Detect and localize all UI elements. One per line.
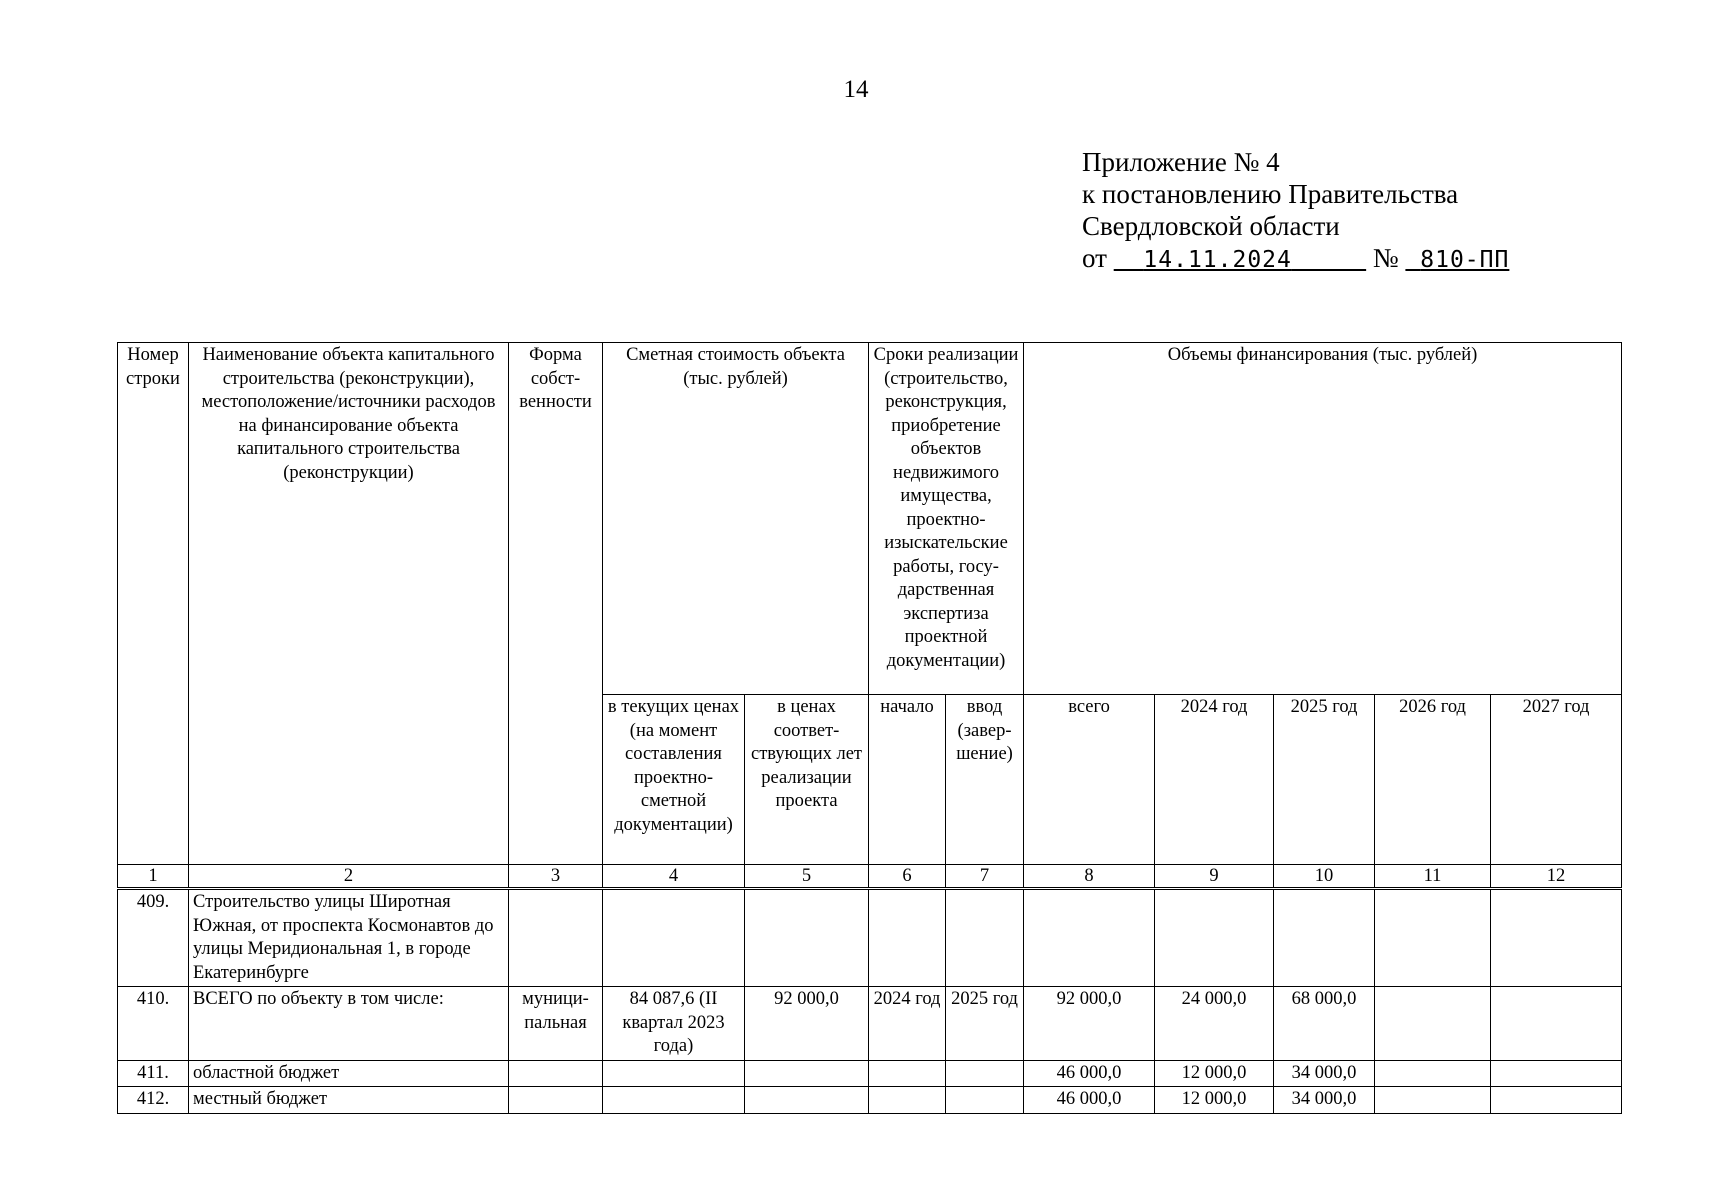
ownership-form [509,1087,603,1114]
column-number: 6 [869,865,946,889]
header-2024: 2024 год [1155,695,1274,865]
column-number: 9 [1155,865,1274,889]
start-year [869,1087,946,1114]
row-number: 409. [118,889,189,987]
row-number: 411. [118,1060,189,1087]
amount-2024 [1155,889,1274,987]
amount-2024: 24 000,0 [1155,987,1274,1061]
appendix-title: Приложение № 4 [1082,147,1280,177]
header-start: начало [869,695,946,865]
column-number: 8 [1024,865,1155,889]
header-estimated-cost: Сметная стоимость объекта (тыс. рублей) [603,343,869,695]
header-years-prices: в ценах соответ-ствующих лет реализации проекта [745,695,869,865]
header-ownership-form: Форма собст-венности [509,343,603,865]
table-row [118,1060,1622,1087]
cost-current [603,1087,745,1114]
cost-years [745,1060,869,1087]
decree-date-value: 14.11.2024 [1143,247,1292,273]
header-total: всего [1024,695,1155,865]
amount-2024: 12 000,0 [1155,1087,1274,1114]
header-row-number: Номер строки [118,343,189,865]
amount-2025: 68 000,0 [1274,987,1375,1061]
ownership-form [509,889,603,987]
row-number: 412. [118,1087,189,1114]
amount-2025: 34 000,0 [1274,1060,1375,1087]
header-object-name: Наименование объекта капитального строительства (реконструкции), местоположение/источники расходов на финансирование объекта капитального строительства (реконструкции) [189,343,509,865]
end-year: 2025 год [946,987,1024,1061]
decree-number [1405,247,1509,273]
cost-years [745,889,869,987]
header-2025: 2025 год [1274,695,1375,865]
start-year: 2024 год [869,987,946,1061]
column-number: 3 [509,865,603,889]
object-name: ВСЕГО по объекту в том числе: [189,987,509,1061]
amount-2026 [1375,1087,1491,1114]
amount-2027 [1491,1060,1622,1087]
amount-2026 [1375,987,1491,1061]
header-row-1 [118,343,1622,695]
appendix-block [1082,146,1509,276]
end-year [946,889,1024,987]
column-number: 10 [1274,865,1375,889]
end-year [946,1087,1024,1114]
column-number: 12 [1491,865,1622,889]
table-row [118,1087,1622,1114]
amount-2027 [1491,889,1622,987]
header-2026: 2026 год [1375,695,1491,865]
amount-2026 [1375,1060,1491,1087]
amount-2025 [1274,889,1375,987]
total-amount [1024,889,1155,987]
amount-2027 [1491,987,1622,1061]
column-number: 11 [1375,865,1491,889]
cost-current [603,889,745,987]
end-year [946,1060,1024,1087]
header-2027: 2027 год [1491,695,1622,865]
decree-number-value: 810-ПП [1420,247,1510,273]
financing-table [117,342,1622,1114]
cost-current: 84 087,6 (II квартал 2023 года) [603,987,745,1061]
column-number: 4 [603,865,745,889]
row-number: 410. [118,987,189,1061]
column-number: 7 [946,865,1024,889]
header-financing-volumes: Объемы финансирования (тыс. рублей) [1024,343,1622,695]
cost-years [745,1087,869,1114]
object-name: Строительство улицы Широтная Южная, от проспекта Космонавтов до улицы Меридиональная 1, в городе Екатеринбурге [189,889,509,987]
object-name: областной бюджет [189,1060,509,1087]
header-implementation-terms: Сроки реализации (строительство, реконструкция, приобретение объектов недвижимого имущества, проектно-изыскательские работы, госу-дарственная экспертиза проектной документации) [869,343,1024,695]
number-label: № [1372,243,1399,273]
cost-current [603,1060,745,1087]
column-number: 5 [745,865,869,889]
cost-years: 92 000,0 [745,987,869,1061]
column-number: 2 [189,865,509,889]
amount-2025: 34 000,0 [1274,1087,1375,1114]
object-name: местный бюджет [189,1087,509,1114]
appendix-decree-line: к постановлению Правительства [1082,179,1459,209]
column-numbers-row [118,865,1622,889]
amount-2024: 12 000,0 [1155,1060,1274,1087]
total-amount: 46 000,0 [1024,1087,1155,1114]
column-number: 1 [118,865,189,889]
table-row [118,987,1622,1061]
total-amount: 46 000,0 [1024,1060,1155,1087]
page-number: 14 [843,76,869,103]
start-year [869,1060,946,1087]
header-current-prices: в текущих ценах (на момент составления проектно-сметной документации) [603,695,745,865]
amount-2026 [1375,889,1491,987]
table-row [118,889,1622,987]
header-completion: ввод (завер-шение) [946,695,1024,865]
decree-date [1114,247,1366,273]
start-year [869,889,946,987]
amount-2027 [1491,1087,1622,1114]
appendix-region-line: Свердловской области [1082,211,1340,241]
from-label: от [1082,243,1107,273]
ownership-form [509,1060,603,1087]
appendix-date-number-line [1082,242,1509,276]
ownership-form: муници-пальная [509,987,603,1061]
total-amount: 92 000,0 [1024,987,1155,1061]
